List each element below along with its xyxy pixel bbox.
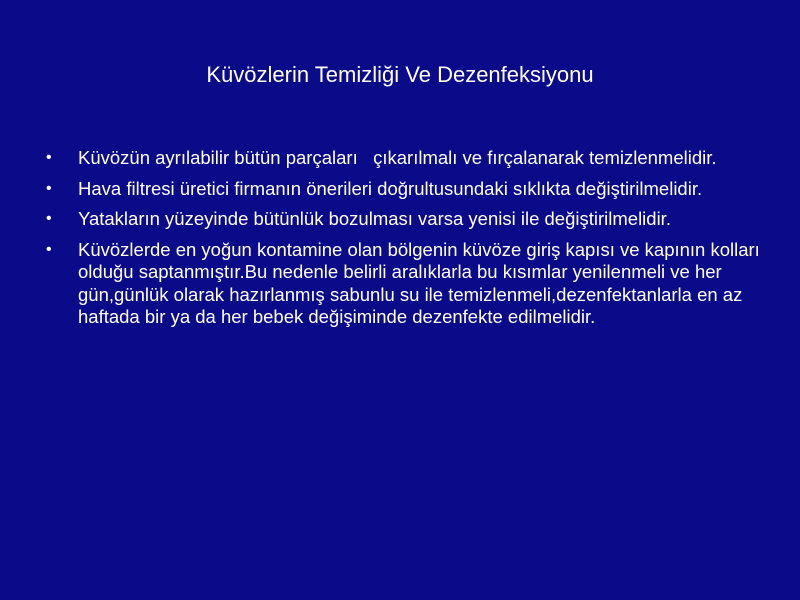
slide-title: Küvözlerin Temizliği Ve Dezenfeksiyonu	[206, 62, 594, 87]
bullet-list	[46, 147, 766, 337]
bullet-icon: •	[46, 240, 52, 258]
bullet-text: Küvözlerde en yoğun kontamine olan bölgenin küvöze giriş kapısı ve kapının kolları olduğu saptanmıştır.Bu nedenle belirli aralıklarla bu kısımlar yenilenmeli ve her gün,günlük olarak hazırlanmış sabunlu su ile temizlenmeli,dezenfektanlarla en az haftada bir ya da her bebek değişiminde dezenfekte edilmelidir.	[78, 238, 765, 327]
bullet-icon: •	[46, 149, 52, 166]
bullet-item	[46, 208, 766, 231]
bullet-text: Hava filtresi üretici firmanın önerileri doğrultusundaki sıklıkta değiştirilmelidir.	[78, 177, 703, 199]
bullet-icon: •	[46, 210, 52, 227]
bullet-icon: •	[46, 179, 52, 197]
bullet-text: Küvözün ayrılabilir bütün parçaları çıkarılmalı ve fırçalanarak temizlenmelidir.	[78, 147, 717, 168]
bullet-item	[46, 178, 766, 201]
bullet-item	[46, 147, 766, 170]
bullet-text: Yatakların yüzeyinde bütünlük bozulması varsa yenisi ile değiştirilmelidir.	[78, 208, 671, 229]
bullet-item	[46, 239, 766, 329]
